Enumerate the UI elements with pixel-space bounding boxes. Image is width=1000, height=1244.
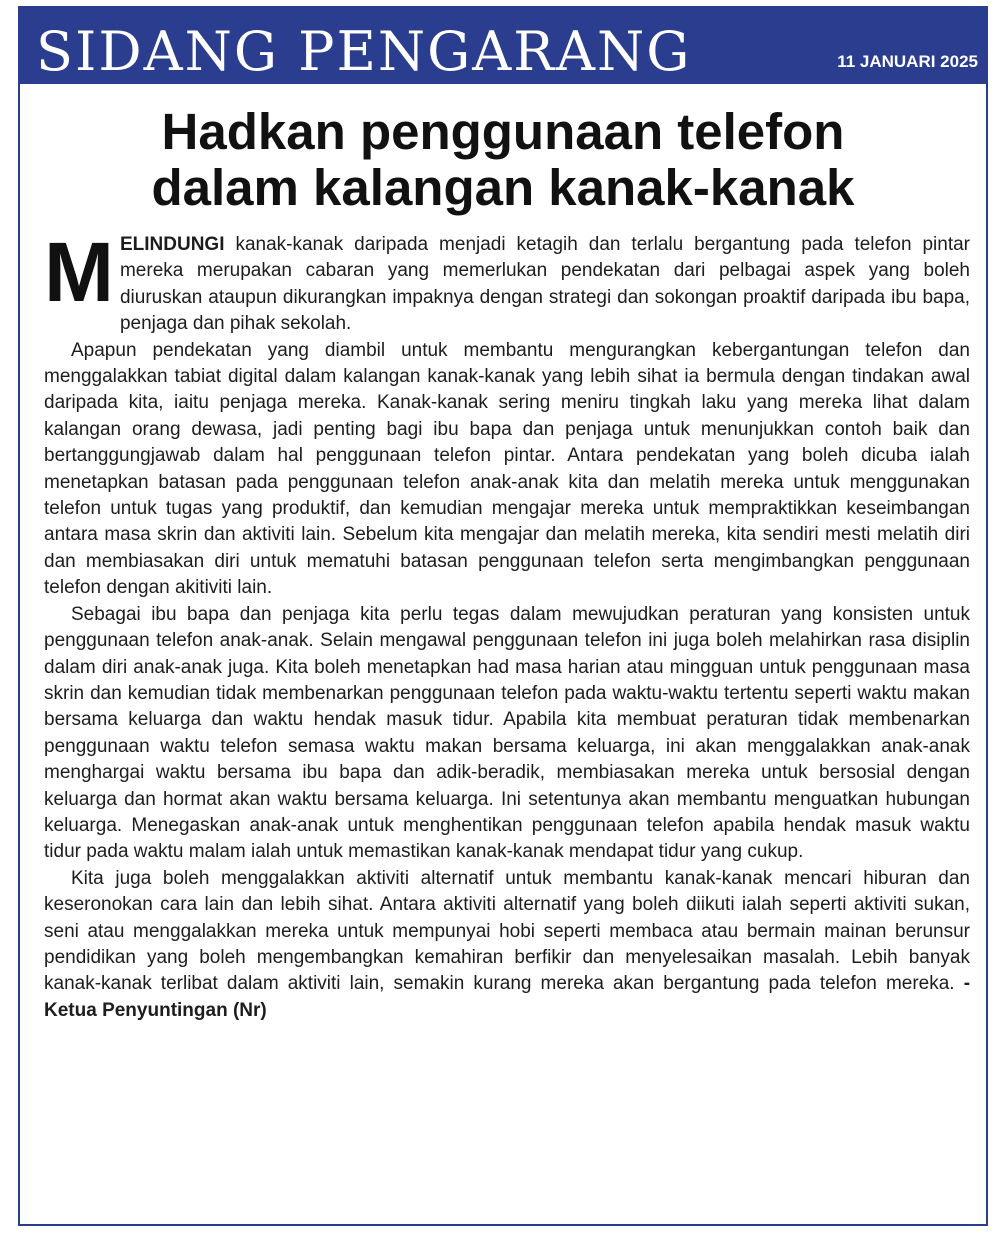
masthead-banner — [20, 8, 986, 84]
lead-word: ELINDUNGI — [119, 234, 225, 255]
headline-line-1: Hadkan penggunaan telefon — [161, 103, 845, 160]
paragraph-3: Sebagai ibu bapa dan penjaga kita perlu tegas dalam mewujudkan peraturan yang konsisten untuk penggunaan telefon anak-anak. Selain mengawal penggunaan telefon ini juga boleh melahirkan rasa disiplin dalam diri anak-anak juga. Kita boleh menetapkan had masa harian atau mingguan untuk penggunaan masa skrin dan kemudian tidak membenarkan penggunaan telefon pada waktu-waktu tertentu seperti waktu makan bersama keluarga dan waktu hendak masuk tidur. Apabila kita membuat peraturan tidak membenarkan penggunaan waktu telefon semasa waktu makan bersama keluarga, ini akan menggalakkan anak-anak menghargai waktu bersama ibu bapa dan adik-beradik, membiasakan mereka untuk bersosial dengan keluarga dan hormat akan waktu bersama keluarga. Ini setentunya akan membantu menguatkan hubungan keluarga. Menegaskan anak-anak untuk menghentikan penggunaan telefon apabila hendak masuk waktu tidur pada waktu malam ialah untuk memastikan kanak-kanak mendapat tidur yang cukup. — [44, 603, 970, 863]
drop-cap: M — [44, 225, 114, 319]
paragraph-2: Apapun pendekatan yang diambil untuk membantu mengurangkan kebergantungan telefon dan menggalakkan tabiat digital dalam kalangan kanak-kanak yang lebih sihat ia bermula dengan tindakan awal daripada kita, iaitu penjaga mereka. Kanak-kanak sering meniru tingkah laku yang mereka lihat dalam kalangan orang dewasa, jadi penting bagi ibu bapa dan penjaga untuk menunjukkan contoh baik dan bertanggungjawab dalam hal penggunaan telefon pintar. Antara pendekatan yang boleh dicuba ialah menetapkan batasan pada penggunaan telefon anak-anak kita dan melatih mereka untuk menggunakan telefon untuk tugas yang produktif, dan kemudian mengajar mereka untuk mempraktikkan keseimbangan antara masa skrin dan aktiviti lain. Sebelum kita mengajar dan melatih mereka, kita sendiri mesti melatih diri dan membiasakan diri untuk mematuhi batasan penggunaan telefon serta mengimbangkan penggunaan telefon dengan akitiviti lain. — [44, 339, 970, 599]
paragraph-4 — [44, 866, 970, 1024]
headline — [20, 104, 986, 216]
publication-date: 11 JANUARI 2025 — [837, 52, 978, 71]
headline-line-2: dalam kalangan kanak-kanak — [151, 159, 855, 216]
paragraph-1 — [44, 225, 970, 338]
paragraph-1-text: kanak-kanak daripada menjadi ketagih dan terlalu bergantung pada telefon pintar mereka merupakan cabaran yang memerlukan pendekatan dari pelbagai aspek yang boleh diuruskan ataupun dikurangkan impaknya dengan strategi dan sokongan proaktif daripada ibu bapa, penjaga dan pihak sekolah. — [119, 234, 970, 335]
editorial-frame — [18, 6, 988, 1226]
article-body — [44, 225, 971, 1024]
author-signature: - Ketua Penyuntingan (Nr) — [44, 973, 971, 1021]
section-title: SIDANG PENGARANG — [36, 20, 692, 83]
paragraph-4-text: Kita juga boleh menggalakkan aktiviti alternatif untuk membantu kanak-kanak mencari hiburan dan keseronokan cara lain dan lebih sihat. Antara aktiviti alternatif yang boleh diikuti ialah seperti aktiviti sukan, seni atau menggalakkan mereka untuk mempunyai hobi seperti membaca atau bermain mainan berunsur pendidikan yang boleh mengembangkan kemahiran berfikir dan menyelesaikan masalah. Lebih banyak kanak-kanak terlibat dalam aktiviti lain, semakin kurang mereka akan bergantung pada telefon mereka. — [44, 867, 970, 995]
